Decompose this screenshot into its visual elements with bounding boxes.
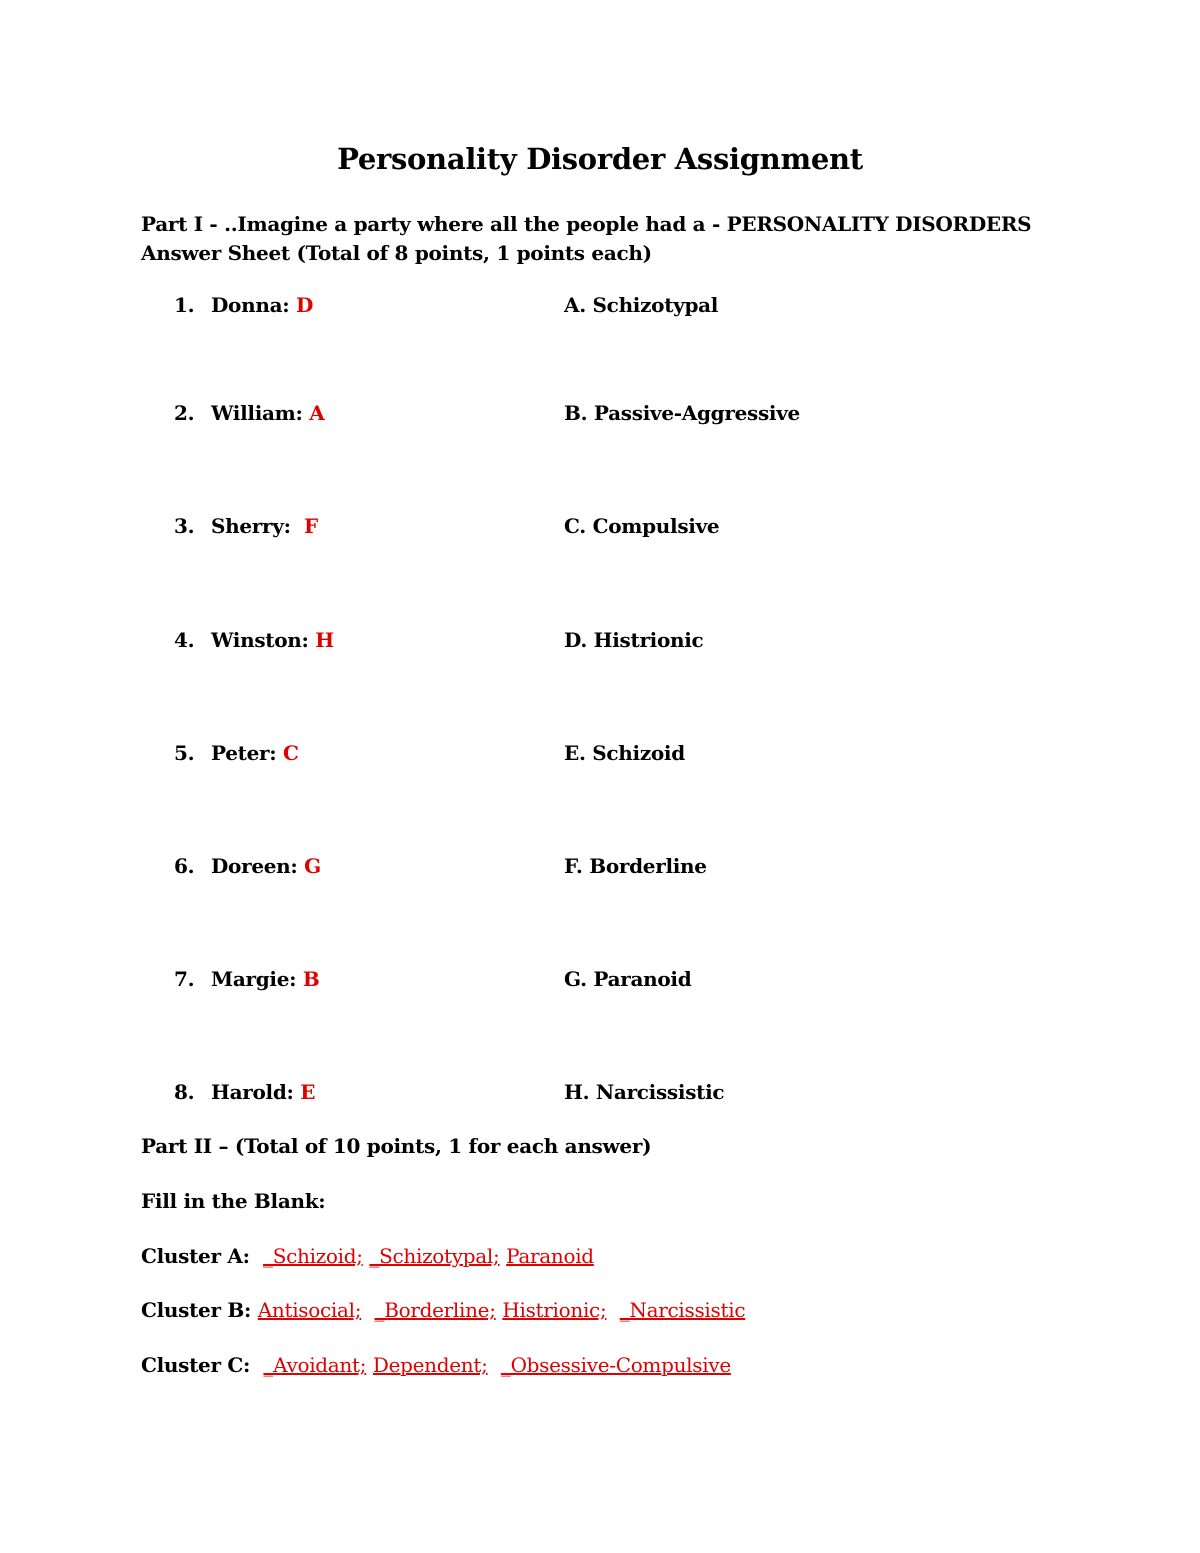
cluster-c-line: [141, 1353, 731, 1377]
cluster-answer: _Obsessive-Compulsive: [500, 1353, 731, 1377]
part2-heading: Part II – (Total of 10 points, 1 for each answer): [141, 1134, 652, 1158]
question-name: Peter: C: [211, 741, 299, 765]
question-number: 7.: [174, 967, 195, 991]
cluster-answer: Dependent;: [372, 1353, 488, 1377]
cluster-a-line: [141, 1244, 594, 1268]
cluster-answer: _Avoidant;: [263, 1353, 367, 1377]
question-row-3: [0, 514, 1200, 544]
question-number: 5.: [174, 741, 195, 765]
part1-intro-line2: Answer Sheet (Total of 8 points, 1 points each): [141, 241, 652, 265]
cluster-answer: _Borderline;: [374, 1298, 496, 1322]
part1-intro-line1: Part I - ..Imagine a party where all the people had a - PERSONALITY DISORDERS: [141, 212, 1032, 236]
question-number: 8.: [174, 1080, 195, 1104]
question-answer: A: [309, 401, 325, 425]
question-answer: F: [304, 514, 318, 538]
question-answer: G: [304, 854, 321, 878]
question-answer: D: [295, 293, 314, 317]
page-title: Personality Disorder Assignment: [337, 142, 863, 176]
question-name: Harold: E: [211, 1080, 316, 1104]
question-number: 4.: [174, 628, 195, 652]
part1-intro: [141, 210, 1031, 268]
question-row-7: [0, 967, 1200, 997]
question-row-8: [0, 1080, 1200, 1110]
cluster-answer: _Schizoid;: [263, 1244, 363, 1268]
question-number: 1.: [174, 293, 195, 317]
option-label: A. Schizotypal: [564, 293, 719, 317]
cluster-answer: Paranoid: [506, 1244, 594, 1268]
question-name: Doreen: G: [211, 854, 321, 878]
cluster-answer: _Schizotypal;: [369, 1244, 500, 1268]
question-row-5: [0, 741, 1200, 771]
cluster-answer: Antisocial;: [257, 1298, 362, 1322]
question-number: 3.: [174, 514, 195, 538]
option-label: E. Schizoid: [564, 741, 685, 765]
option-label: H. Narcissistic: [564, 1080, 725, 1104]
question-number: 2.: [174, 401, 195, 425]
question-name: Winston: H: [211, 628, 334, 652]
question-answer: H: [315, 628, 334, 652]
cluster-answer: Histrionic;: [502, 1298, 607, 1322]
question-row-1: [0, 293, 1200, 323]
cluster-b-line: [141, 1298, 745, 1322]
option-label: G. Paranoid: [564, 967, 692, 991]
cluster-label: Cluster A:: [141, 1244, 250, 1268]
question-answer: E: [300, 1080, 316, 1104]
question-number: 6.: [174, 854, 195, 878]
question-name: Margie: B: [211, 967, 320, 991]
question-answer: B: [302, 967, 320, 991]
question-row-4: [0, 628, 1200, 658]
option-label: F. Borderline: [564, 854, 707, 878]
question-name: William: A: [211, 401, 325, 425]
cluster-answer: _Narcissistic: [619, 1298, 746, 1322]
question-name: Sherry: F: [211, 514, 318, 538]
question-row-6: [0, 854, 1200, 884]
question-name: Donna: D: [211, 293, 314, 317]
option-label: C. Compulsive: [564, 514, 720, 538]
option-label: B. Passive-Aggressive: [564, 401, 800, 425]
fill-in-blank-label: Fill in the Blank:: [141, 1189, 326, 1213]
question-answer: C: [282, 741, 299, 765]
question-row-2: [0, 401, 1200, 431]
cluster-label: Cluster C:: [141, 1353, 251, 1377]
cluster-label: Cluster B:: [141, 1298, 252, 1322]
option-label: D. Histrionic: [564, 628, 704, 652]
